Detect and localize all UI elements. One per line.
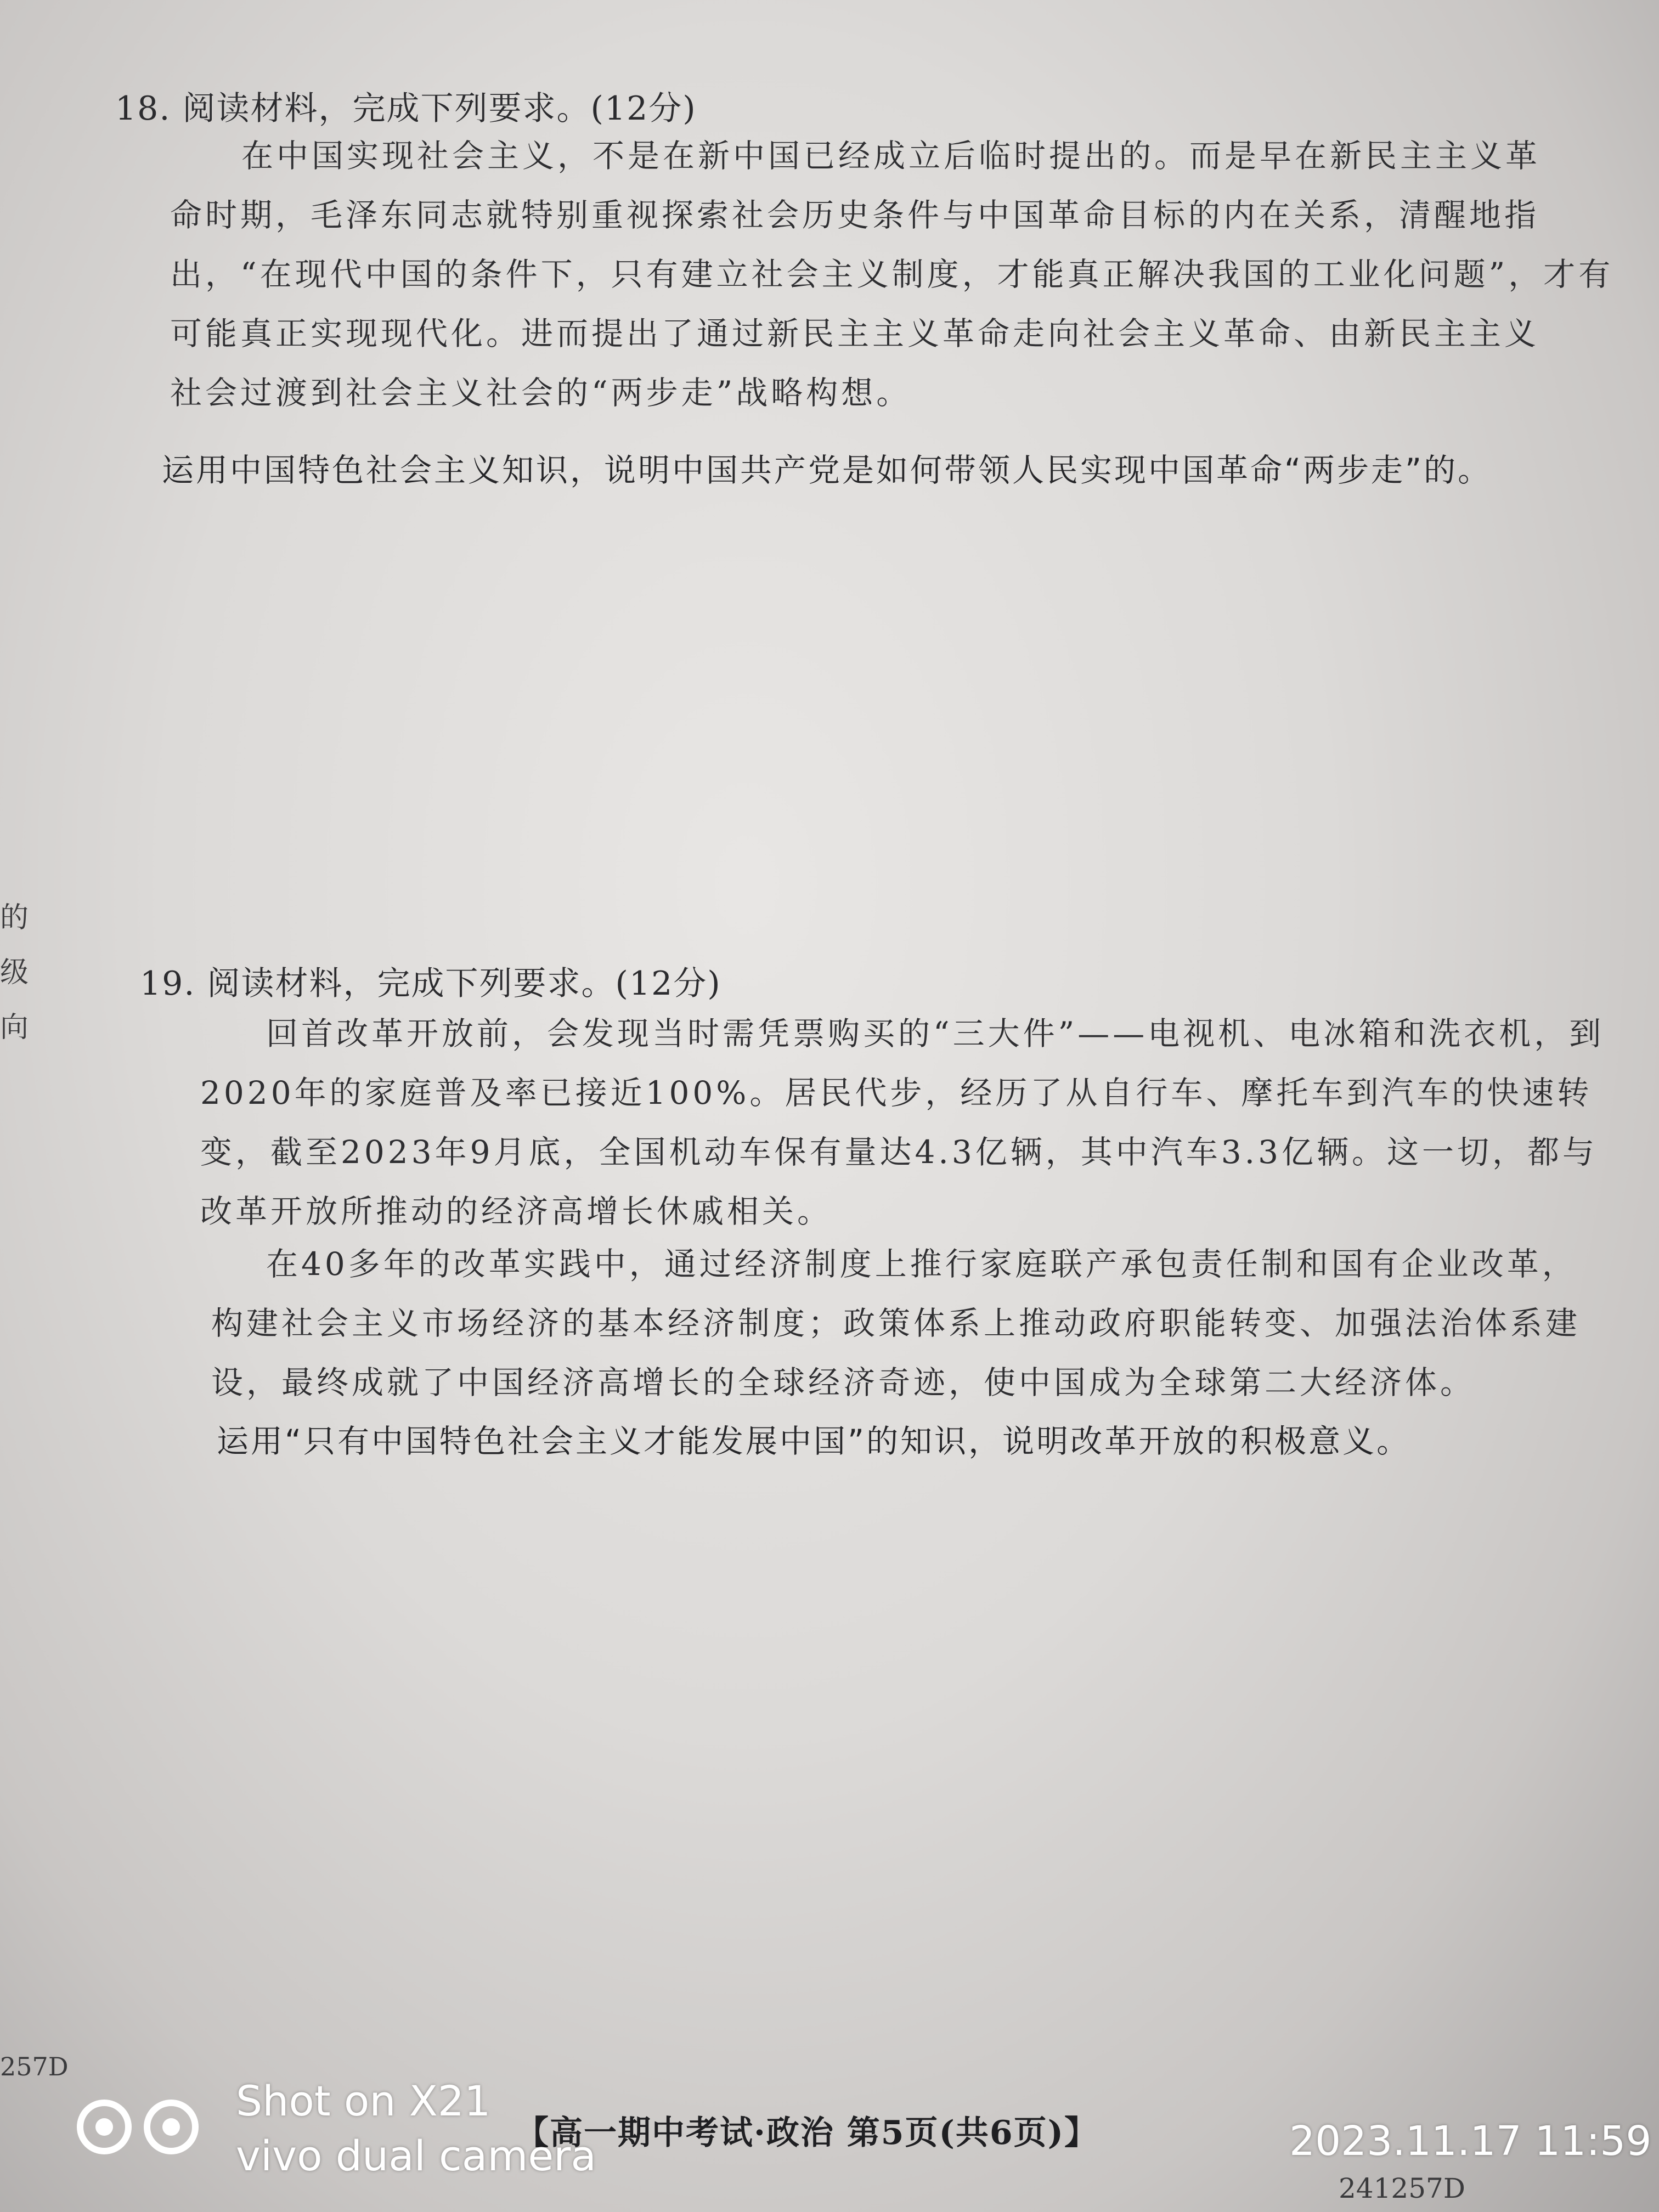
camera-watermark-text [236,2074,596,2183]
question-19-title: 19. 阅读材料，完成下列要求。(12分) [140,964,721,1003]
camera-watermark [77,2074,596,2183]
camera-model: vivo dual camera [236,2131,596,2180]
q19-p1-line-3: 变，截至2023年9月底，全国机动车保有量达4.3亿辆，其中汽车3.3亿辆。这一切，都与 [200,1133,1598,1171]
page-footer: 【高一期中考试·政治 第5页(共6页)】 [516,2114,1099,2152]
camera-shot-on: Shot on X21 [236,2076,491,2125]
question-19-material-1 [200,1004,1604,1241]
question-19-material-2 [211,1234,1581,1412]
photo-timestamp: 2023.11.17 11:59 [1289,2118,1652,2165]
camera-lens-logo-icon [77,2093,214,2164]
question-18-instruction: 运用中国特色社会主义知识，说明中国共产党是如何带领人民实现中国革命“两步走”的。 [162,452,1492,489]
question-18-material [170,126,1613,422]
q19-p2-line-2: 构建社会主义市场经济的基本经济制度；政策体系上推动政府职能转变、加强法治体系建 [211,1305,1581,1342]
bottom-page-code: 241257D [1339,2172,1465,2204]
margin-char-3: 向 [0,1011,29,1044]
q19-p2-line-1: 在40多年的改革实践中，通过经济制度上推行家庭联产承包责任制和国有企业改革， [266,1245,1577,1283]
question-18-title: 18. 阅读材料，完成下列要求。(12分) [115,89,697,128]
q18-line-5: 社会过渡到社会主义社会的“两步走”战略构想。 [170,374,912,411]
margin-char-2: 级 [0,956,29,989]
q18-line-3: 出，“在现代中国的条件下，只有建立社会主义制度，才能真正解决我国的工业化问题”，才有 [170,256,1614,293]
q18-line-2: 命时期，毛泽东同志就特别重视探索社会历史条件与中国革命目标的内在关系，清醒地指 [170,196,1540,234]
q19-p2-line-3: 设，最终成就了中国经济高增长的全球经济奇迹，使中国成为全球第二大经济体。 [211,1364,1476,1401]
q18-line-1: 在中国实现社会主义，不是在新中国已经成立后临时提出的。而是早在新民主主义革 [241,137,1541,174]
q18-line-4: 可能真正实现现代化。进而提出了通过新民主主义革命走向社会主义革命、由新民主主义 [170,315,1540,352]
q19-p1-line-2: 2020年的家庭普及率已接近100%。居民代步，经历了从自行车、摩托车到汽车的快速转 [200,1074,1593,1111]
q19-p1-line-1: 回首改革开放前，会发现当时需凭票购买的“三大件”——电视机、电冰箱和洗衣机，到 [266,1015,1605,1052]
question-19-instruction: 运用“只有中国特色社会主义才能发展中国”的知识，说明改革开放的积极意义。 [217,1423,1411,1460]
q19-p1-line-4: 改革开放所推动的经济高增长休戚相关。 [200,1193,833,1230]
margin-char-1: 的 [0,901,29,934]
left-page-code: 257D [0,2052,69,2081]
